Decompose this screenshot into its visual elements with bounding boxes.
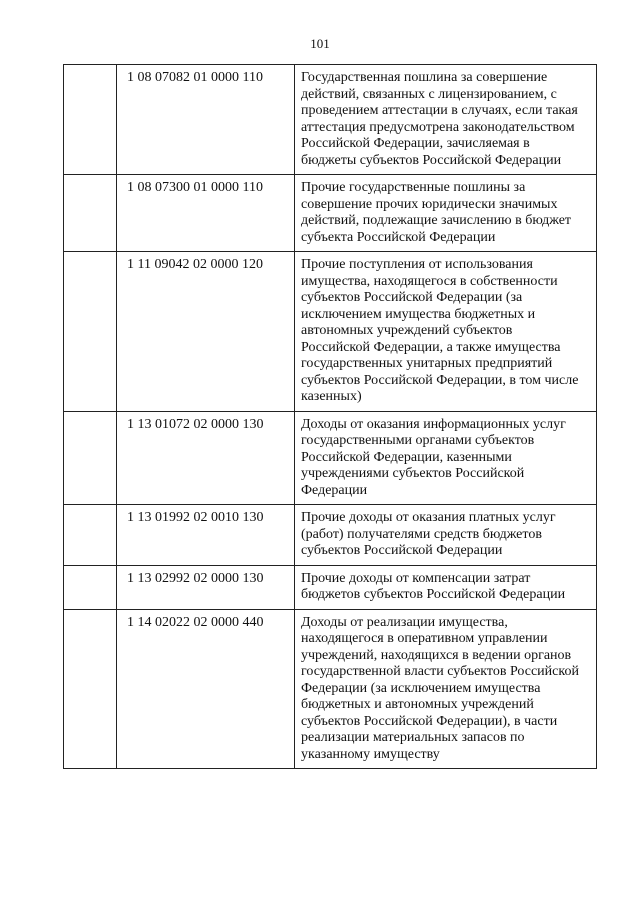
income-description [295,505,597,566]
description-line: указанному имуществу [301,746,440,762]
income-description [295,65,597,175]
description-line: субъектов Российской Федерации [301,543,503,558]
classification-code: 1 08 07300 01 0000 110 [117,175,295,252]
description-line: Доходы от оказания информационных услуг [301,416,566,432]
budget-classification-table [63,64,597,769]
table-row [64,175,597,252]
empty-cell [64,411,117,505]
description-line: Федерации (за исключением имущества [301,680,541,696]
description-line: Доходы от реализации имущества, [301,614,508,630]
table-row [64,411,597,505]
table-row [64,65,597,175]
income-description [295,175,597,252]
description-line: бюджеты субъектов Российской Федерации [301,152,562,168]
description-line: казенных) [301,389,362,404]
description-line: Прочие доходы от компенсации затрат [301,570,531,586]
description-line: Российской Федерации, зачисляемая в [301,136,530,151]
empty-cell [64,252,117,412]
income-description [295,252,597,412]
description-line: Федерации [301,482,368,498]
description-line: исключением имущества бюджетных и [301,306,536,322]
description-line: субъекта Российской Федерации [301,229,496,245]
description-line: совершение прочих юридически значимых [301,196,558,212]
classification-code: 1 14 02022 02 0000 440 [117,609,295,769]
description-line: субъектов Российской Федерации), в части [301,713,558,729]
classification-code: 1 13 01992 02 0010 130 [117,505,295,566]
description-line: Российской Федерации, а также имущества [301,339,561,355]
description-line: бюджетных и автономных учреждений [301,697,534,712]
empty-cell [64,65,117,175]
empty-cell [64,175,117,252]
description-line: действий, подлежащие зачислению в бюджет [301,213,572,228]
description-line: аттестация предусмотрена законодательством [301,119,575,135]
income-description [295,609,597,769]
empty-cell [64,505,117,566]
description-line: автономных учреждений субъектов [301,323,513,338]
description-line: Прочие государственные пошлины за [301,180,526,195]
empty-cell [64,565,117,609]
table-row [64,252,597,412]
description-line: государственной власти субъектов Российской [301,664,579,679]
description-line: (работ) получателями средств бюджетов [301,526,542,542]
classification-code: 1 08 07082 01 0000 110 [117,65,295,175]
table-body [64,65,597,769]
description-line: Прочие поступления от использования [301,257,533,272]
description-line: действий, связанных с лицензированием, с [301,86,557,102]
description-line: государственными органами субъектов [301,433,535,448]
description-line: находящегося в оперативном управлении [301,631,548,646]
description-line: учреждениями субъектов Российской [301,466,525,481]
empty-cell [64,609,117,769]
description-line: Государственная пошлина за совершение [301,70,548,85]
table-row [64,609,597,769]
income-description [295,565,597,609]
description-line: субъектов Российской Федерации (за [301,290,523,305]
classification-code: 1 13 02992 02 0000 130 [117,565,295,609]
page-number: 101 [310,36,330,51]
classification-code: 1 13 01072 02 0000 130 [117,411,295,505]
description-line: учреждений, находящихся в ведении органов [301,647,572,663]
description-line: государственных унитарных предприятий [301,356,553,371]
table-row [64,565,597,609]
description-line: субъектов Российской Федерации, в том числе [301,372,579,388]
description-line: Российской Федерации, казенными [301,449,512,465]
description-line: Прочие доходы от оказания платных услуг [301,510,556,525]
description-line: реализации материальных запасов по [301,730,525,745]
table-row [64,505,597,566]
income-description [295,411,597,505]
description-line: бюджетов субъектов Российской Федерации [301,587,566,602]
description-line: проведением аттестации в случаях, если такая [301,103,578,118]
classification-code: 1 11 09042 02 0000 120 [117,252,295,412]
description-line: имущества, находящегося в собственности [301,273,558,289]
